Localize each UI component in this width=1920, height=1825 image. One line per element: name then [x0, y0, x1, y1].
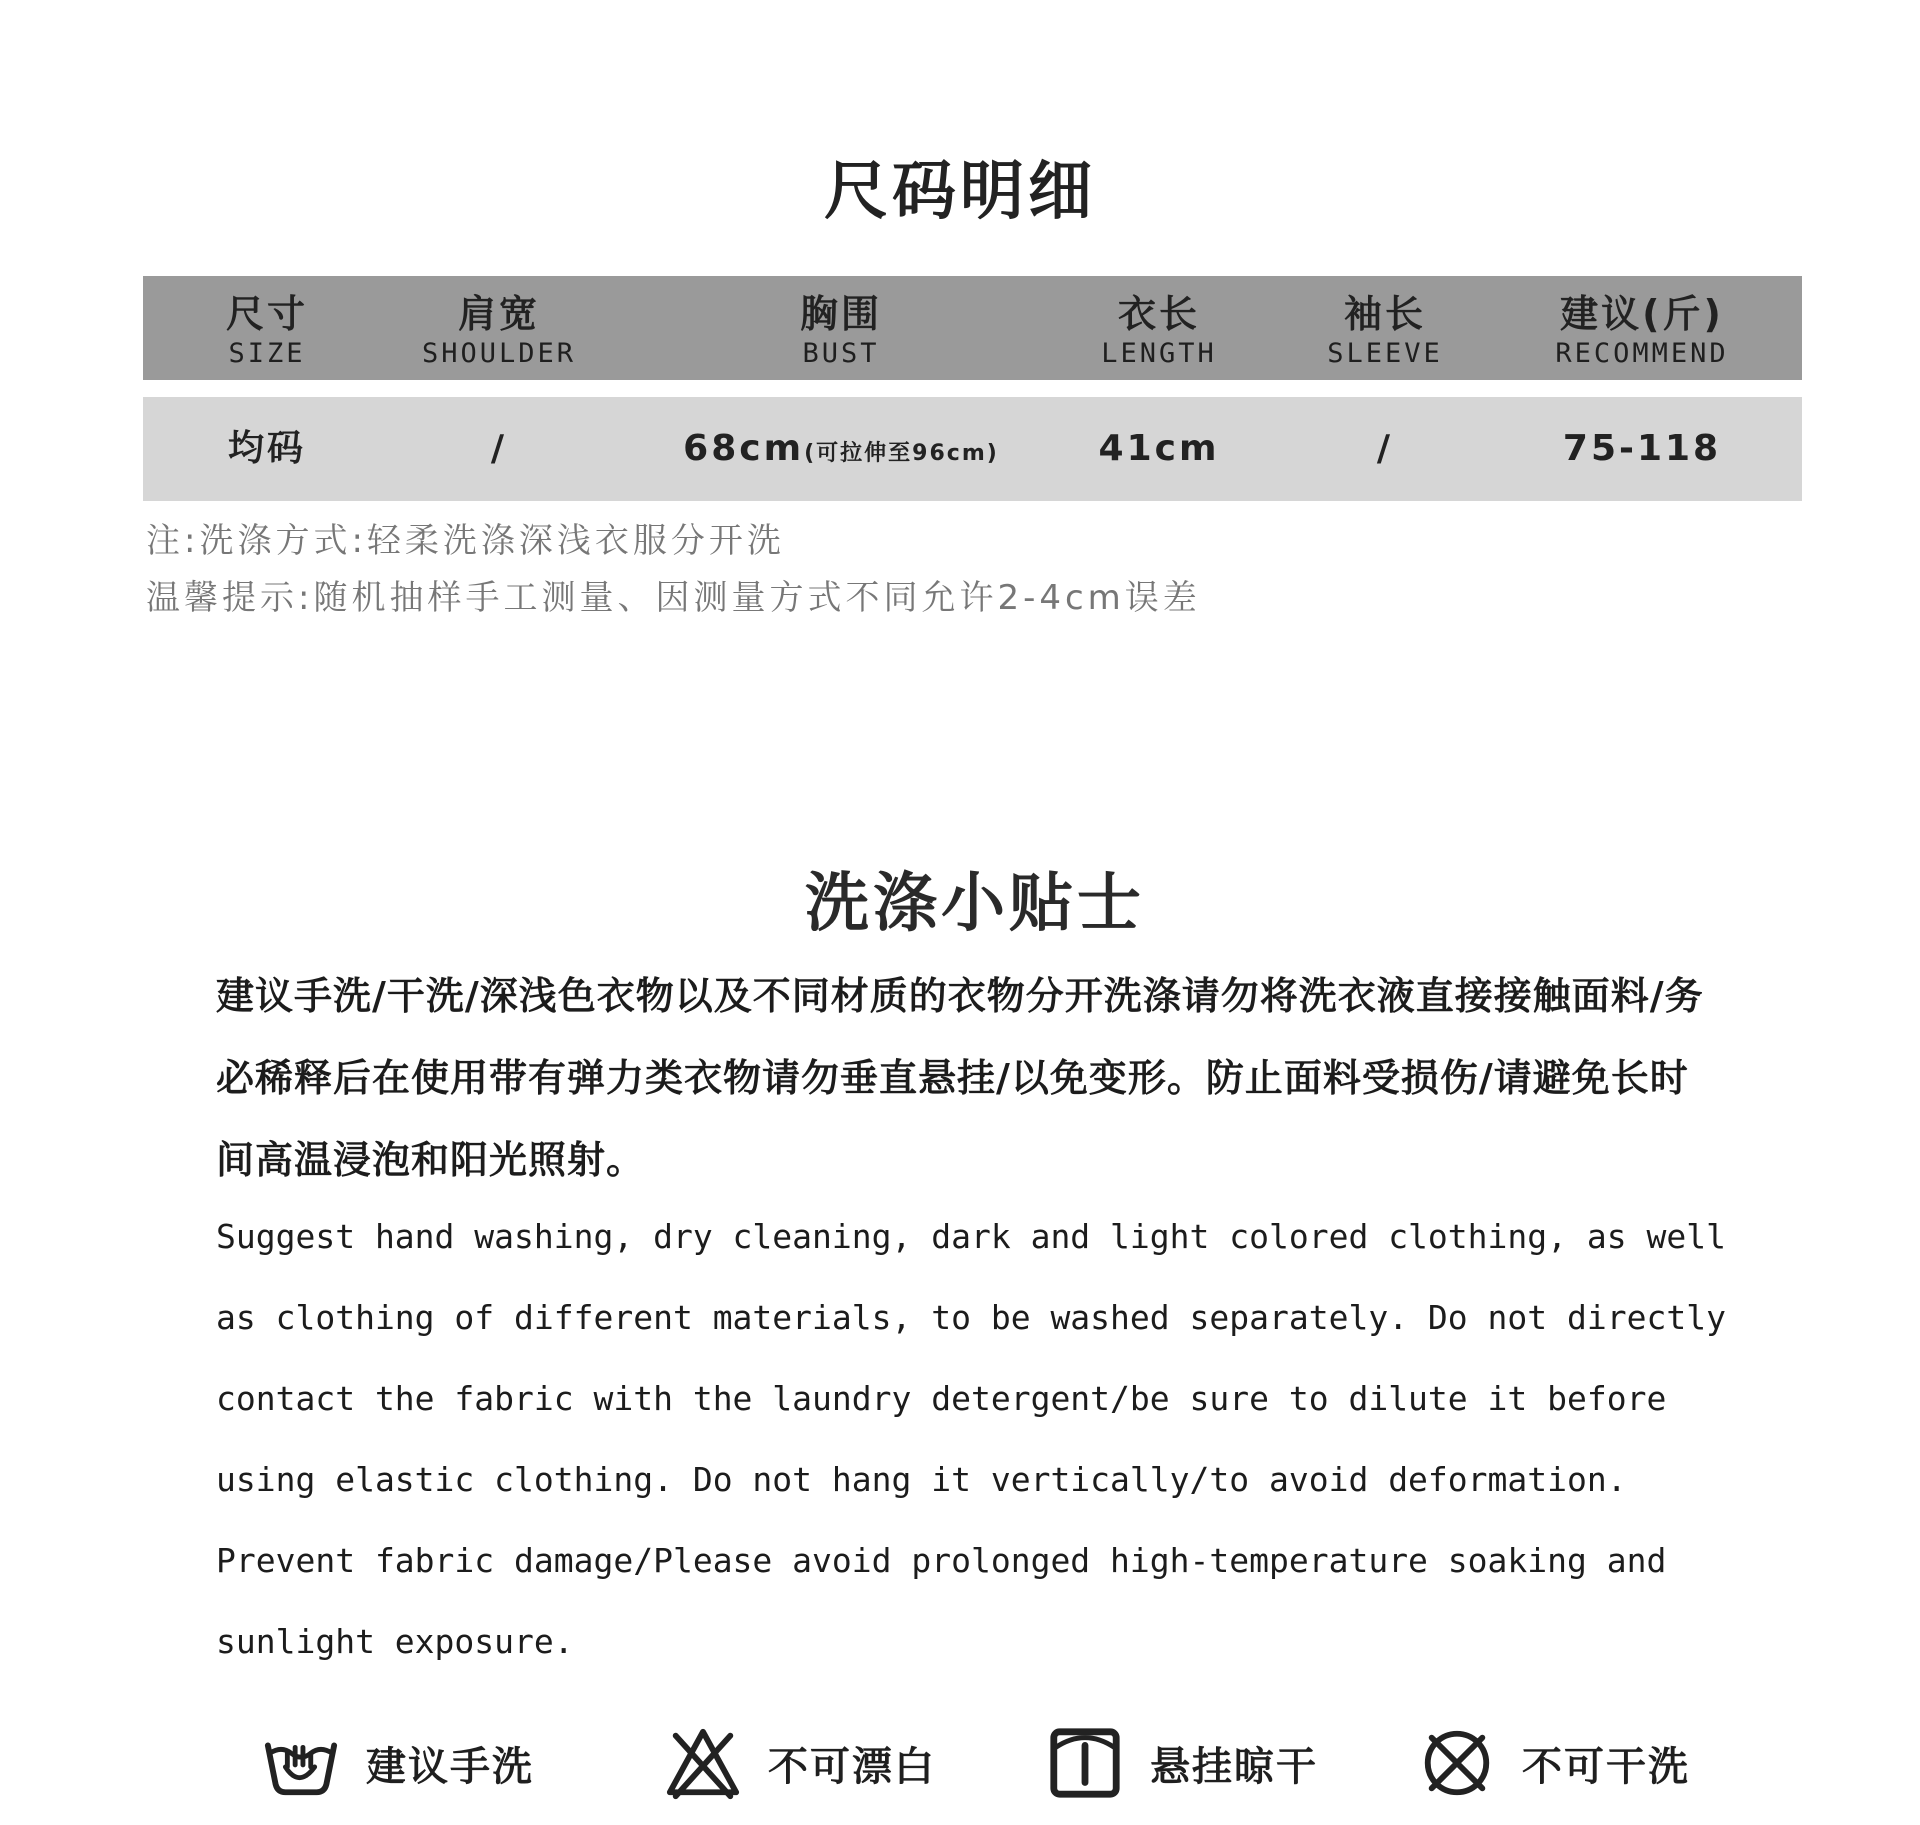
size-chart-title: 尺码明细 — [824, 155, 1096, 229]
cell-sleeve-value: / — [1376, 428, 1394, 469]
header-zh: 袖长 — [1343, 292, 1427, 336]
cell-shoulder — [491, 397, 507, 501]
care-label: 不可干洗 — [1522, 1743, 1690, 1790]
care-item-no-bleach — [664, 1718, 936, 1808]
wash-tips-title: 洗涤小贴士 — [805, 867, 1145, 941]
header-en: SIZE — [228, 338, 306, 369]
wash-tips-chinese-text: 建议手洗/干洗/深浅色衣物以及不同材质的衣物分开洗涤请勿将洗衣液直接接触面料/务必稀释后在使用带有弹力类衣物请勿垂直悬挂/以免变形。防止面料受损伤/请避免长时间高温浸泡和阳光照射。 — [216, 974, 1704, 1182]
header-size — [226, 276, 308, 380]
header-en: BUST — [802, 338, 880, 369]
hang-dry-icon — [1046, 1724, 1124, 1802]
cell-bust-value: 68cm — [683, 428, 805, 469]
care-label: 不可漂白 — [768, 1743, 936, 1790]
cell-bust-wrap — [683, 397, 999, 506]
header-zh: 肩宽 — [457, 292, 541, 336]
wash-method-note: 注:洗涤方式:轻柔洗涤深浅衣服分开洗 — [146, 521, 785, 561]
header-sleeve — [1327, 276, 1443, 380]
header-recommend — [1555, 276, 1728, 380]
measurement-tip-note: 温馨提示:随机抽样手工测量、因测量方式不同允许2-4cm误差 — [146, 578, 1201, 618]
no-dry-clean-icon — [1418, 1724, 1496, 1802]
size-table-header — [143, 276, 1802, 380]
size-table-row — [143, 397, 1802, 501]
header-zh: 建议(斤) — [1560, 292, 1724, 336]
care-label: 悬挂晾干 — [1150, 1743, 1318, 1790]
header-length — [1101, 276, 1217, 380]
header-bust — [800, 276, 882, 380]
cell-recommend-value: 75-118 — [1562, 428, 1722, 469]
cell-sleeve — [1377, 397, 1393, 501]
cell-bust-note: (可拉伸至96cm) — [804, 441, 999, 466]
hand-wash-icon — [262, 1724, 340, 1802]
header-shoulder — [422, 276, 576, 380]
header-zh: 尺寸 — [225, 292, 309, 336]
cell-length — [1099, 397, 1220, 501]
cell-size-value: 均码 — [227, 428, 307, 469]
care-label: 建议手洗 — [366, 1743, 534, 1790]
header-zh: 胸围 — [799, 292, 883, 336]
no-bleach-icon — [664, 1724, 742, 1802]
wash-tips-english-text: Suggest hand washing, dry cleaning, dark and light colored clothing, as well as clothing of different materials, to be washed separately. Do not directly contact the fabric with the laundry detergent/be sure to dilute it before using elastic clothing. Do not hang it vertically/to avoid deformation. Prevent fabric damage/Please avoid prolonged high-temperature soaking and sunlight exposure. — [216, 1217, 1726, 1661]
header-en: SHOULDER — [421, 338, 577, 369]
cell-length-value: 41cm — [1098, 428, 1220, 469]
header-en: SLEEVE — [1327, 338, 1443, 369]
care-item-hang-dry — [1046, 1718, 1318, 1808]
cell-bust — [683, 397, 999, 501]
header-en: LENGTH — [1101, 338, 1217, 369]
header-en: RECOMMEND — [1555, 338, 1729, 369]
care-item-no-dry-clean — [1418, 1718, 1690, 1808]
cell-size — [228, 397, 306, 501]
cell-shoulder-value: / — [490, 428, 508, 469]
header-zh: 衣长 — [1117, 292, 1201, 336]
care-item-hand-wash — [262, 1718, 534, 1808]
cell-recommend — [1563, 397, 1721, 501]
